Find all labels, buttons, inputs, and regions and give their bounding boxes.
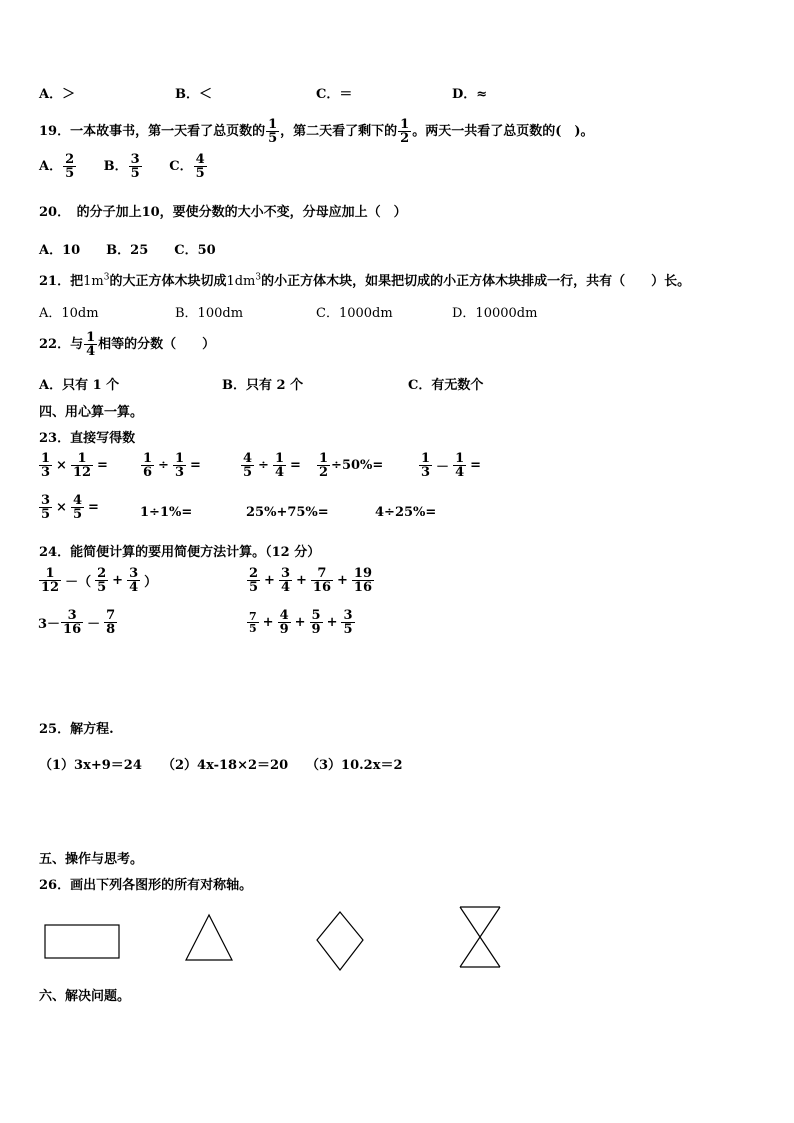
q23-expr-9: 4÷25%= (375, 505, 437, 520)
fraction: $\frac{7}{8}$ (106, 608, 116, 637)
fraction: $\frac{1}{3}$ (421, 451, 431, 480)
q25-equation-1: （1）3x+9＝24 (39, 758, 142, 773)
triangle-shape (186, 915, 232, 960)
denominator: 5 (130, 166, 140, 181)
lead: 3－ (38, 617, 61, 632)
operator: － (436, 460, 450, 475)
q18-option-b: B．＜ (175, 87, 212, 102)
q21-text-3: 的小正方体木块，如果把切成的小正方体木块排成一行，共有（ ）长。 (261, 274, 691, 289)
q21-option-b: B．100dm (175, 306, 244, 321)
q25-equation-3: （3）10.2x＝2 (306, 758, 403, 773)
fraction: $\frac{19}{16}$ (353, 566, 372, 595)
q21-option-c: C．1000dm (316, 306, 393, 321)
denominator: 5 (195, 166, 205, 181)
fraction: $\frac{7}{16}$ (312, 566, 331, 595)
equals: = (97, 458, 108, 473)
fraction: $\frac{7}{5}$ (249, 610, 257, 635)
q18-option-c: C．＝ (316, 87, 353, 102)
fraction: $\frac{3}{4}$ (280, 566, 290, 595)
denominator: 5 (65, 166, 75, 181)
fraction: $\frac{3}{16}$ (63, 608, 82, 637)
fraction: $\frac{5}{9}$ (311, 608, 321, 637)
q19-text-1: 19．一本故事书，第一天看了总页数的 (39, 124, 266, 139)
equals: = (88, 500, 99, 515)
q21-text-1: 21．把 (39, 274, 84, 289)
section-5-heading: 五、操作与思考。 (39, 852, 144, 867)
operator: －（ (65, 575, 92, 590)
q20-question: 20． 的分子加上10，要使分数的大小不变，分母应加上（ ） (39, 205, 407, 220)
fraction: $\frac{1}{6}$ (143, 451, 153, 480)
fraction: $\frac{1}{12}$ (72, 451, 92, 480)
numerator: 4 (195, 152, 205, 167)
q21-exponent-2: 3 (255, 272, 262, 283)
denominator: 2 (400, 131, 410, 146)
fraction: $\frac{3}{4}$ (129, 566, 139, 595)
q18-option-d: D．≈ (452, 87, 488, 102)
q19-text-3: 。两天一共看了总页数的( )。 (412, 124, 594, 139)
operator: × (56, 458, 67, 473)
q22-text-2: 相等的分数（ ） (98, 337, 216, 352)
operator: + (264, 573, 275, 588)
close-paren: ） (144, 575, 158, 590)
fraction: $\frac{1}{3}$ (174, 451, 184, 480)
fraction: $\frac{4}{5}$ (72, 493, 82, 522)
numerator: 1 (400, 117, 410, 132)
q21-exponent-1: 3 (103, 272, 110, 283)
operator: + (337, 573, 348, 588)
numerator: 3 (130, 152, 140, 167)
q23-title: 23．直接写得数 (39, 431, 136, 446)
q19-option-b-label: B． (103, 159, 128, 174)
numerator: 2 (65, 152, 75, 167)
rhombus-shape (317, 912, 363, 970)
denominator: 4 (86, 344, 96, 359)
q22-option-c: C．有无数个 (408, 378, 484, 393)
operator: + (112, 573, 124, 588)
q25-title: 25．解方程. (39, 722, 114, 737)
fraction: $\frac{1}{4}$ (274, 451, 284, 480)
fraction: $\frac{1}{4}$ (455, 451, 465, 480)
q23-expr-8: 25%+75%= (246, 505, 329, 520)
equals: = (470, 458, 482, 473)
q21-option-d: D．10000dm (452, 306, 538, 321)
numerator: 1 (86, 330, 96, 345)
operator: ÷ (258, 458, 269, 473)
q22-text-1: 22．与 (39, 337, 84, 352)
equals: = (290, 458, 301, 473)
fraction: $\frac{1}{12}$ (41, 566, 60, 595)
equals: = (190, 458, 201, 473)
rectangle-shape (45, 925, 119, 958)
section-4-heading: 四、用心算一算。 (39, 405, 144, 420)
q20-options: A．10 B．25 C．50 (39, 243, 216, 258)
operator: + (296, 573, 307, 588)
q19-option-c-label: C． (169, 159, 193, 174)
operator: + (262, 615, 274, 630)
operator: + (326, 615, 338, 630)
q26-title: 26．画出下列各图形的所有对称轴。 (39, 878, 253, 893)
q22-option-b: B．只有 2 个 (222, 378, 304, 393)
q21-unit-1: $1m^3$ (83, 272, 110, 289)
q22-option-a: A．只有 1 个 (39, 378, 120, 393)
q25-equation-2: （2）4x-18×2＝20 (162, 758, 289, 773)
operator: + (294, 615, 306, 630)
section-6-heading: 六、解决问题。 (39, 989, 131, 1004)
fraction: $\frac{4}{9}$ (279, 608, 289, 637)
fraction: $\frac{4}{5}$ (243, 451, 253, 480)
fraction: $\frac{1}{3}$ (41, 451, 51, 480)
q21-text-2: 的大正方体木块切成 (109, 274, 227, 289)
hourglass-shape (460, 907, 500, 967)
q19-text-2: ，第二天看了剩下的 (280, 124, 398, 139)
fraction: $\frac{2}{5}$ (249, 566, 259, 595)
expression-rest: ÷50%= (331, 458, 384, 473)
q18-option-a: A．＞ (39, 87, 76, 102)
fraction: $\frac{3}{5}$ (41, 493, 51, 522)
operator: － (87, 617, 101, 632)
q23-expr-7: 1÷1%= (140, 505, 193, 520)
denominator: 5 (268, 131, 278, 146)
operator: × (56, 500, 67, 515)
q21-option-a: A．10dm (39, 306, 99, 321)
q19-option-a-label: A． (39, 159, 63, 174)
fraction: $\frac{1}{2}$ (319, 451, 329, 480)
fraction: $\frac{2}{5}$ (97, 566, 107, 595)
numerator: 1 (268, 117, 278, 132)
q24-title: 24．能简便计算的要用简便方法计算。（12 分） (39, 545, 321, 560)
fraction: $\frac{3}{5}$ (343, 608, 353, 637)
q21-unit-2: $1dm^3$ (226, 272, 262, 289)
operator: ÷ (158, 458, 169, 473)
